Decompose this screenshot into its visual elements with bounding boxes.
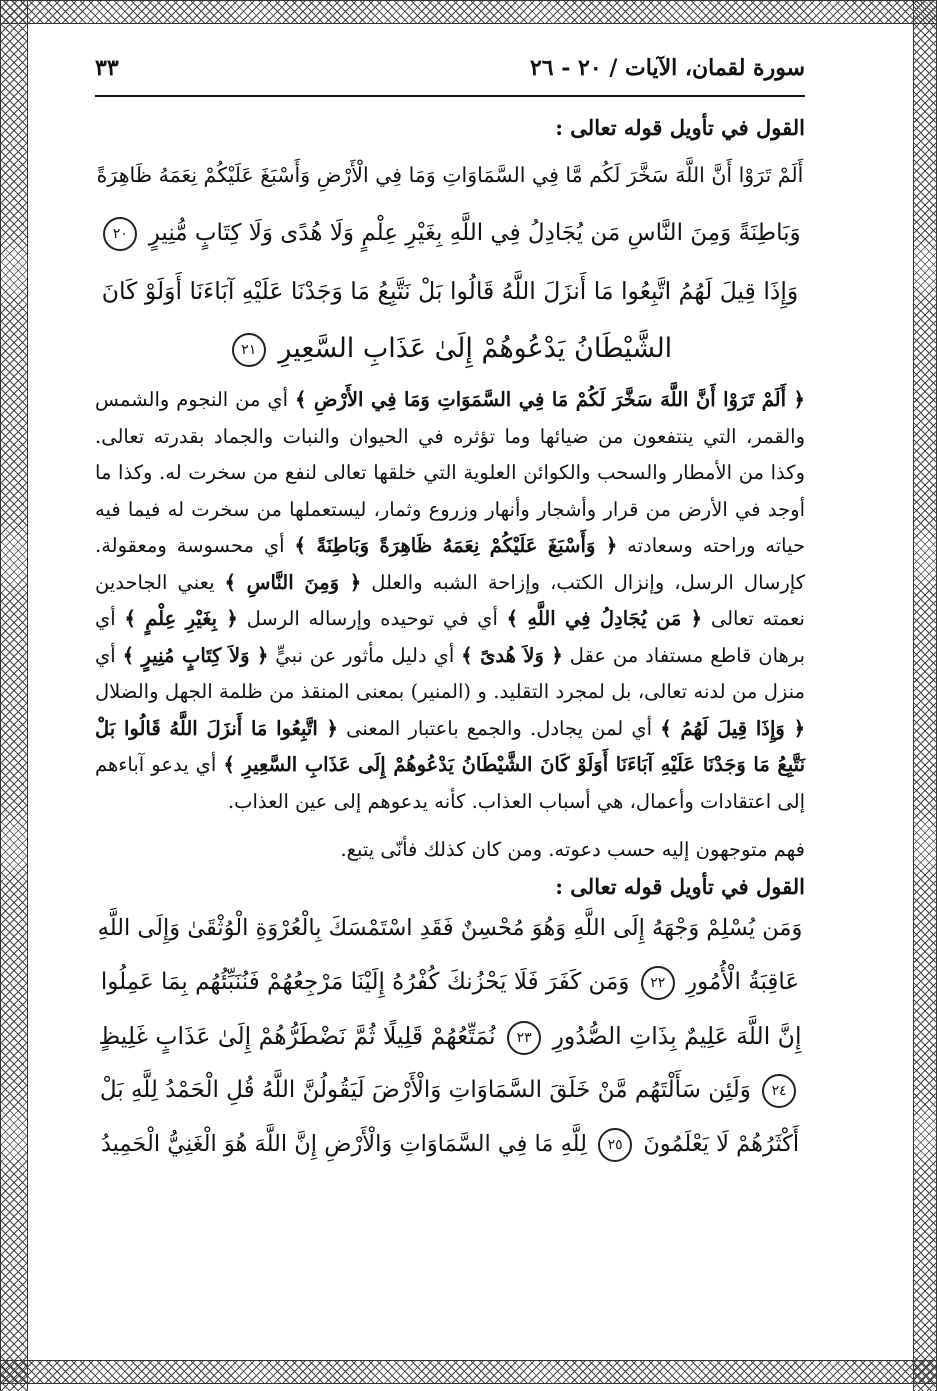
quoted-verse: ﴿ اتَّبِعُوا مَا أَنزَلَ اللَّهُ قَالُوا بَلْ نَتَّبِعُ مَا وَجَدْنَا عَلَيْهِ آبَاءَنَا أَوَلَوْ كَانَ الشَّيْطَانُ يَدْعُوهُمْ إِلَى عَذَابِ السَّعِيرِ ﴾ bbox=[95, 716, 805, 776]
closing-paragraph: فهم متوجهون إليه حسب دعوته. ومن كان كذلك فأنّى يتبع. bbox=[340, 838, 805, 861]
verse-line bbox=[95, 1009, 805, 1063]
verse-block-1 bbox=[95, 146, 805, 378]
ayah-number-marker: ٢٤ bbox=[762, 1074, 796, 1108]
quoted-verse: ﴿ وَإِذَا قِيلَ لَهُمُ ﴾ bbox=[660, 716, 805, 740]
commentary-text: أي محسوسة ومعقولة. كإرسال الرسل، وإنزال الكتب، وإزاحة الشبه والعلل bbox=[95, 534, 805, 594]
verse-line bbox=[95, 1117, 805, 1171]
commentary-text: أي يدعو آباءهم إلى اعتقادات وأعمال، هي أسباب العذاب. كأنه يدعوهم إلى عين العذاب. bbox=[95, 753, 805, 813]
page-number: ٣٣ bbox=[95, 55, 119, 81]
ornamental-border-bottom bbox=[0, 1360, 937, 1384]
ornamental-border-left bbox=[0, 0, 28, 1391]
verse-text: أَلَمْ تَرَوْا أَنَّ اللَّهَ سَخَّرَ لَكُم مَّا فِي السَّمَاوَاتِ وَمَا فِي الْأَرْضِ وَأَسْبَغَ عَلَيْكُمْ نِعَمَهُ ظَاهِرَةً bbox=[96, 163, 804, 187]
verse-text: وَمَن كَفَرَ فَلَا يَحْزُنكَ كُفْرُهُ إِلَيْنَا مَرْجِعُهُمْ فَنُنَبِّئُهُم بِمَا عَمِلُوا bbox=[100, 969, 630, 995]
ayah-number-marker: ٢١ bbox=[232, 333, 266, 367]
commentary-text: أي برهان قاطع مستفاد من عقل bbox=[95, 607, 806, 667]
section-heading-2: القول في تأويل قوله تعالى : bbox=[555, 874, 805, 899]
ayah-number-marker: ٢٢ bbox=[641, 966, 675, 1000]
commentary-paragraph bbox=[95, 382, 805, 820]
verse-line bbox=[95, 146, 805, 204]
quoted-verse: ﴿ وَأَسْبَغَ عَلَيْكُمْ نِعَمَهُ ظَاهِرَةً وَبَاطِنَةً ﴾ bbox=[294, 534, 618, 557]
verse-line bbox=[95, 1063, 805, 1117]
verse-block-2 bbox=[95, 901, 805, 1171]
ayah-number-marker: ٢٣ bbox=[507, 1021, 541, 1055]
verse-text: وَمَن يُسْلِمْ وَجْهَهُ إِلَى اللَّهِ وَهُوَ مُحْسِنٌ فَقَدِ اسْتَمْسَكَ بِالْعُرْوَةِ الْوُثْقَىٰ وَإِلَى اللَّهِ bbox=[97, 915, 803, 941]
quoted-verse: ﴿ بِغَيْرِ عِلْمٍ ﴾ bbox=[124, 607, 238, 630]
quoted-verse: ﴿ مَن يُجَادِلُ فِي اللَّهِ ﴾ bbox=[506, 607, 703, 630]
ayah-number-marker: ٢٥ bbox=[598, 1128, 632, 1162]
verse-line bbox=[95, 262, 805, 320]
verse-text: عَاقِبَةُ الْأُمُورِ bbox=[686, 969, 800, 995]
commentary-text: أي من النجوم والشمس والقمر، التي ينتفعون من ضيائها وما تؤثره في الحيوان والنبات والجماد بقدرته تعالى. وكذا من الأمطار والسحب والكوائن العلوية التي خلقها تعالى لنفع من سخرت له. وكذا ما أوجد في الأرض من قرار وأشجار وأنهار وزروع وثمار، ليستعملها من سخرت له فيما فيه حياته وراحته وسعادته bbox=[95, 388, 806, 557]
header-title: سورة لقمان، الآيات / ٢٠ - ٢٦ bbox=[529, 55, 805, 81]
quoted-verse: ﴿ وَمِنَ النَّاسِ ﴾ bbox=[224, 570, 362, 594]
page-content bbox=[95, 55, 805, 1171]
verse-line bbox=[95, 901, 805, 955]
running-header bbox=[95, 55, 805, 91]
verse-text: نُمَتِّعُهُمْ قَلِيلًا ثُمَّ نَضْطَرُّهُمْ إِلَىٰ عَذَابٍ غَلِيظٍ bbox=[98, 1022, 496, 1050]
header-rule bbox=[95, 95, 805, 97]
commentary-text: أي في توحيده وإرساله الرسل bbox=[237, 607, 507, 630]
commentary-text: أي دليل مأثور عن نبيٍّ bbox=[268, 643, 462, 667]
section-heading-1: القول في تأويل قوله تعالى : bbox=[555, 115, 805, 140]
commentary-text: أي لمن يجادل. والجمع باعتبار المعنى bbox=[337, 716, 661, 740]
verse-line bbox=[95, 955, 805, 1009]
verse-text: وَبَاطِنَةً وَمِنَ النَّاسِ مَن يُجَادِلُ فِي اللَّهِ بِغَيْرِ عِلْمٍ وَلَا هُدًى وَلَا كِتَابٍ مُّنِيرٍ bbox=[148, 220, 801, 246]
verse-line bbox=[95, 204, 805, 262]
verse-line bbox=[95, 320, 805, 378]
verse-text: أَكْثَرُهُمْ لَا يَعْلَمُونَ bbox=[643, 1131, 800, 1157]
ayah-number-marker: ٢٠ bbox=[103, 217, 137, 251]
commentary-text: يعني الجاحدين نعمته تعالى bbox=[95, 570, 805, 630]
ornamental-border-right bbox=[913, 0, 937, 1391]
verse-text: وَإِذَا قِيلَ لَهُمُ اتَّبِعُوا مَا أَنزَلَ اللَّهُ قَالُوا بَلْ نَتَّبِعُ مَا وَجَدْنَا عَلَيْهِ آبَاءَنَا أَوَلَوْ كَانَ bbox=[101, 277, 799, 305]
verse-text: لِلَّهِ مَا فِي السَّمَاوَاتِ وَالْأَرْضِ إِنَّ اللَّهَ هُوَ الْغَنِيُّ الْحَمِيدُ bbox=[100, 1131, 587, 1157]
quoted-verse: ﴿ أَلَمْ تَرَوْا أَنَّ اللَّهَ سَخَّرَ لَكُمْ مَا فِي السَّمَوَاتِ وَمَا فِي الأَرْضِ ﴾ bbox=[294, 388, 805, 411]
ornamental-border-top bbox=[0, 0, 937, 24]
commentary-text: أي منزل من لدنه تعالى، بل لمجرد التقليد. و (المنير) بمعنى المنقذ من ظلمة الجهل والضلال bbox=[95, 643, 805, 703]
verse-text: إِنَّ اللَّهَ عَلِيمٌ بِذَاتِ الصُّدُورِ bbox=[552, 1022, 802, 1050]
quoted-verse: ﴿ وَلاَ كِتَابٍ مُنِيرٍ ﴾ bbox=[122, 643, 269, 667]
verse-text: الشَّيْطَانُ يَدْعُوهُمْ إِلَىٰ عَذَابِ السَّعِيرِ bbox=[278, 333, 673, 364]
quoted-verse: ﴿ وَلاَ هُدىً ﴾ bbox=[461, 643, 563, 667]
verse-text: وَلَئِن سَأَلْتَهُم مَّنْ خَلَقَ السَّمَاوَاتِ وَالْأَرْضَ لَيَقُولُنَّ اللَّهُ قُلِ الْحَمْدُ لِلَّهِ بَلْ bbox=[99, 1077, 751, 1103]
